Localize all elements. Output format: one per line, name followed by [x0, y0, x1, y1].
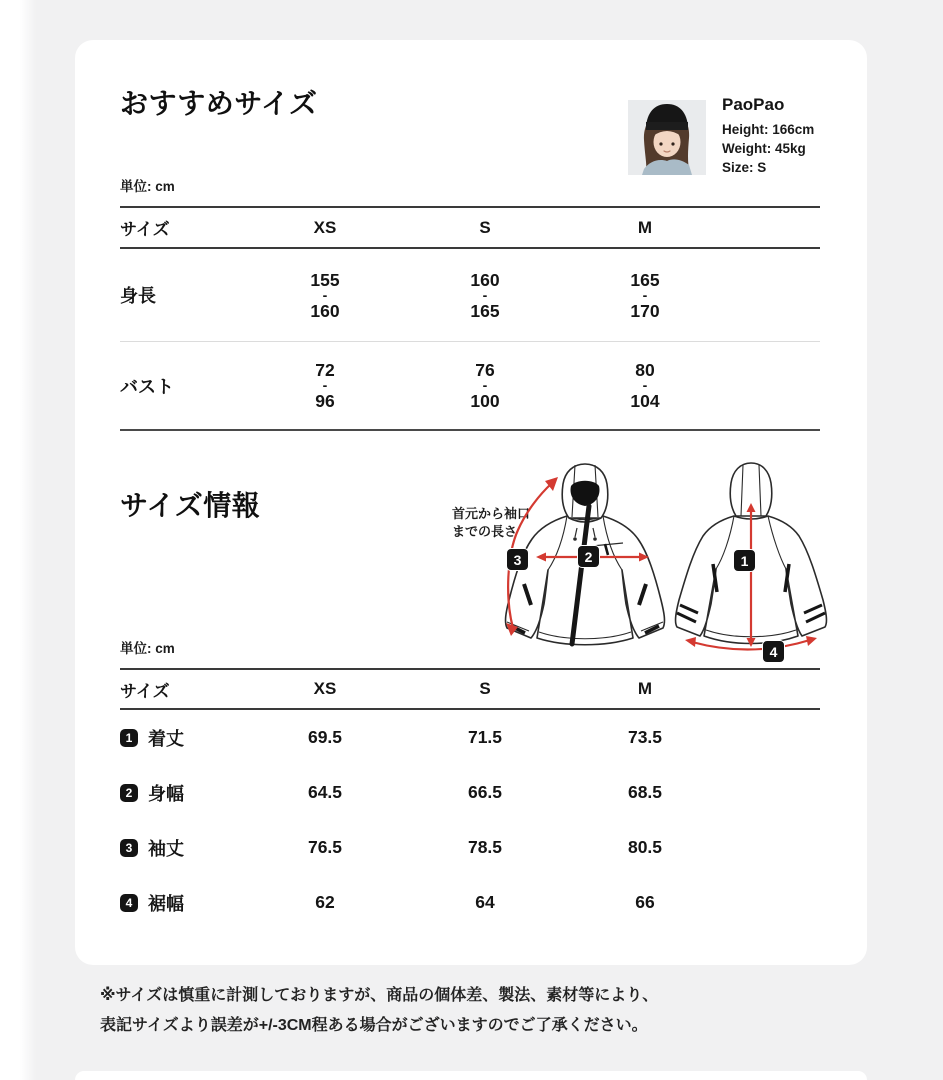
table-row-bust: バスト 72 - 96 76 - 100 80 - 104 [120, 342, 820, 431]
header-m: M [637, 679, 653, 698]
row-badge-1: 1 [120, 729, 138, 747]
height-m: 165 - 170 [630, 269, 660, 321]
model-info [722, 95, 814, 177]
next-card-edge [75, 1071, 867, 1080]
table-row-height: 身長 155 - 160 160 - 165 165 - 170 [120, 249, 820, 342]
model-size: Size: S [722, 160, 767, 175]
diagram-badge-2: 2 [577, 545, 600, 568]
table-header-row [120, 668, 820, 710]
table-row-body-width: 2 身幅 64.5 66.5 68.5 [120, 765, 820, 820]
model-weight: Weight: 45kg [722, 141, 806, 156]
bust-s: 76 - 100 [470, 360, 500, 411]
header-xs: XS [313, 679, 337, 698]
unit-label-recommended: 単位: cm [120, 179, 175, 194]
adjacent-page-edge [0, 0, 36, 1080]
height-xs: 155 - 160 [310, 269, 340, 321]
row-badge-4: 4 [120, 894, 138, 912]
size-info-title: サイズ情報 [120, 490, 261, 521]
model-name: PaoPao [722, 95, 785, 114]
recommended-size-table [120, 206, 820, 431]
bust-xs: 72 - 96 [315, 360, 335, 411]
height-s: 160 - 165 [470, 269, 500, 321]
header-m: M [637, 217, 653, 237]
header-size: サイズ [120, 220, 170, 239]
header-size: サイズ [120, 681, 170, 701]
diagram-badge-1: 1 [733, 549, 756, 572]
row-badge-2: 2 [120, 784, 138, 802]
header-s: S [479, 217, 491, 237]
model-avatar-illustration [628, 100, 706, 175]
table-row-body-length: 1 着丈 69.5 71.5 73.5 [120, 710, 820, 765]
table-row-hem-width: 4 裾幅 62 64 66 [120, 875, 820, 930]
row-badge-3: 3 [120, 839, 138, 857]
size-guide-card [75, 40, 867, 965]
bust-m: 80 - 104 [630, 360, 660, 411]
table-row-sleeve-length: 3 袖丈 76.5 78.5 80.5 [120, 820, 820, 875]
header-xs: XS [313, 217, 337, 237]
unit-label-size-info: 単位: cm [120, 641, 175, 656]
model-height: Height: 166cm [722, 122, 815, 137]
model-photo [628, 100, 706, 175]
diagram-badge-4: 4 [762, 640, 785, 663]
size-info-table [120, 668, 820, 930]
size-disclaimer-note: ※サイズは慎重に計測しておりますが、商品の個体差、製法、素材等により、 表記サイズより誤差が+/-3CM程ある場合がございますのでご了承ください。 [100, 987, 659, 1034]
table-header-row [120, 206, 820, 249]
sleeve-measure-note: 首元から袖口 までの長さ [452, 506, 531, 539]
diagram-badge-3: 3 [506, 548, 529, 571]
recommended-size-title: おすすめサイズ [120, 88, 318, 119]
header-s: S [479, 679, 491, 698]
